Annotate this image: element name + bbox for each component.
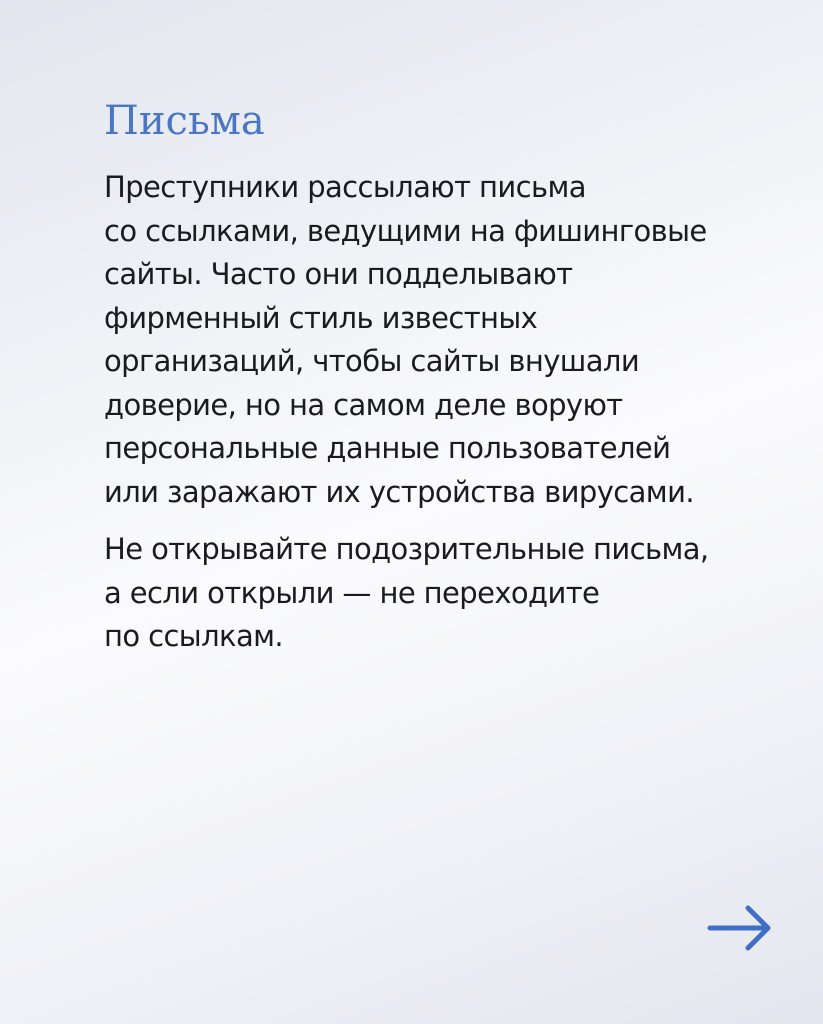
arrow-right-icon: [704, 900, 776, 956]
text-line: или заражают их устройства вирусами.: [104, 474, 694, 509]
text-line: а если открыли — не переходите: [104, 575, 600, 610]
text-line: по ссылкам.: [104, 619, 284, 653]
paragraph-advice: [104, 528, 709, 659]
text-line: со ссылками, ведущими на фишинговые: [104, 213, 707, 248]
text-line: организаций, чтобы сайты внушали: [104, 344, 640, 378]
next-slide-button[interactable]: [704, 900, 776, 956]
text-line: доверие, но на самом деле воруют: [104, 387, 623, 422]
slide-title: Письма: [104, 98, 265, 144]
paragraph-description: [104, 166, 707, 514]
text-line: Преступники рассылают письма: [104, 170, 586, 204]
text-line: персональные данные пользователей: [104, 431, 671, 465]
text-line: фирменный стиль известных: [104, 300, 538, 335]
text-line: Не открывайте подозрительные письма,: [104, 532, 709, 566]
text-line: сайты. Часто они подделывают: [104, 257, 573, 291]
